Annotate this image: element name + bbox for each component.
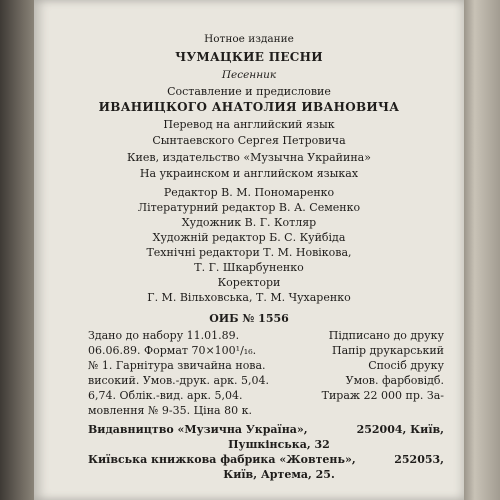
credit-literary-editor: Літературний редактор В. А. Семенко <box>137 201 361 214</box>
production-line-5 <box>88 390 444 401</box>
book-title: ЧУМАЦКИЕ ПЕСНИ <box>175 50 323 64</box>
credit-proofreaders-caption: Коректори <box>217 276 281 289</box>
production-line-1 <box>88 330 444 341</box>
production-line-1b: Підписано до друку <box>328 329 444 342</box>
book-genre: Песенник <box>221 69 277 81</box>
translation-caption: Перевод на английский язык <box>163 118 335 131</box>
production-line-2 <box>88 345 444 356</box>
production-line-5a: 6,74. Облік.-вид. арк. 5,04. <box>88 389 243 402</box>
production-line-5b: Тираж 22 000 пр. За- <box>321 389 444 402</box>
credit-technical-editor-2: Т. Г. Шкарбуненко <box>194 261 304 274</box>
publisher-address-line <box>88 424 444 435</box>
production-line-1a: Здано до набору 11.01.89. <box>88 329 240 342</box>
production-line-3b: Спосіб друку <box>368 359 444 372</box>
credit-editor: Редактор В. М. Пономаренко <box>163 186 335 199</box>
book-page-edge <box>464 0 500 500</box>
production-line-2b: Папір друкарський <box>332 344 444 357</box>
translator-name: Сынтаевского Сергея Петровича <box>152 134 346 147</box>
production-line-6: мовлення № 9-35. Ціна 80 к. <box>88 404 252 417</box>
book-binding-shadow <box>0 0 36 500</box>
production-line-3 <box>88 360 444 371</box>
production-line-4b: Умов. фарбовідб. <box>345 374 444 387</box>
printer-postcode: 252053, <box>394 453 444 466</box>
compiler-caption: Составление и предисловие <box>167 85 331 98</box>
printer-address-line <box>88 454 444 465</box>
credit-artist: Художник В. Г. Котляр <box>181 216 317 229</box>
publisher-line: Киев, издательство «Музычна Украйина» <box>127 151 371 164</box>
credit-technical-editors: Технічні редактори Т. М. Новікова, <box>146 246 352 259</box>
credit-art-editor: Художній редактор Б. С. Куйбіда <box>152 231 346 244</box>
edition-type: Нотное издание <box>204 33 294 45</box>
oib-number: ОИБ № 1556 <box>209 312 289 325</box>
languages-line: На украинском и английском языках <box>139 167 359 180</box>
production-line-3a: № 1. Гарнітура звичайна нова. <box>88 359 266 372</box>
publisher-postcode: 252004, Київ, <box>356 423 444 436</box>
imprint-page <box>34 0 464 500</box>
publisher-name: Видавництво «Музична Україна», <box>88 423 308 436</box>
publisher-street: Пушкінська, 32 <box>228 438 330 451</box>
production-line-2a: 06.06.89. Формат 70×100¹/₁₆. <box>88 344 257 357</box>
compiler-name: ИВАНИЦКОГО АНАТОЛИЯ ИВАНОВИЧА <box>98 100 400 114</box>
printer-name: Київська книжкова фабрика «Жовтень», <box>88 453 356 466</box>
printer-street: Київ, Артема, 25. <box>223 468 335 481</box>
credit-proofreaders: Г. М. Вільховська, Т. М. Чухаренко <box>147 291 351 304</box>
production-line-4 <box>88 375 444 386</box>
production-line-4a: високий. Умов.-друк. арк. 5,04. <box>88 374 269 387</box>
